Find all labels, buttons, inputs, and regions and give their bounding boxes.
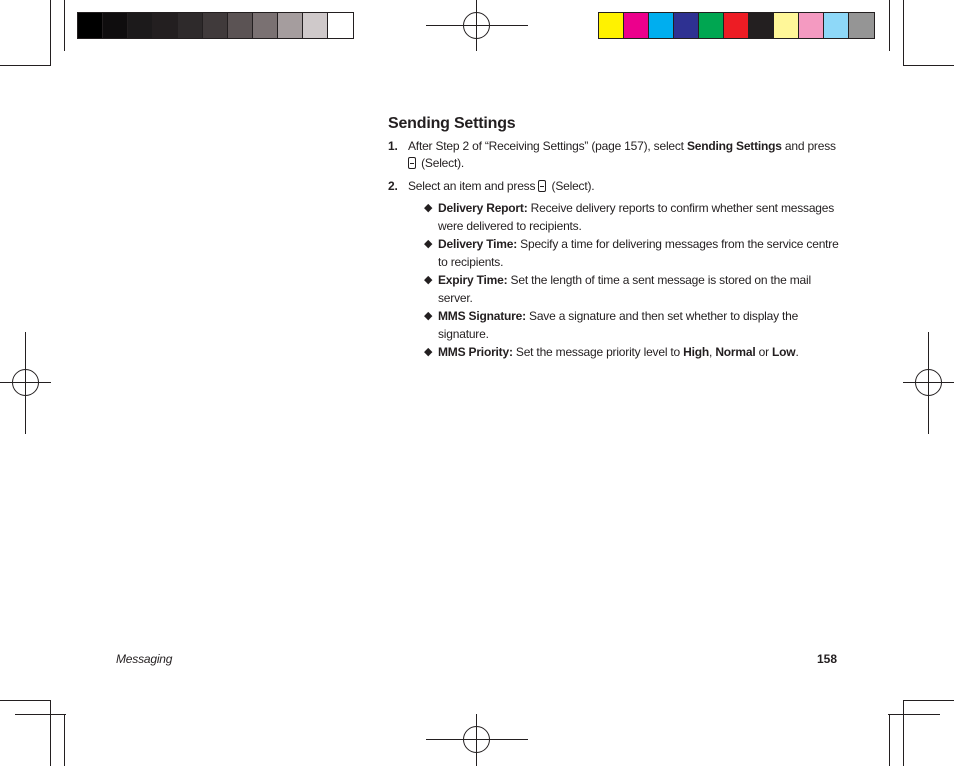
step-text: Select an item and press [408, 179, 539, 193]
step-2 [388, 178, 840, 361]
list-item [424, 307, 840, 343]
page-number: 158 [816, 652, 837, 666]
item-text: . [795, 345, 799, 359]
item-text: Specify a time for delivering messages from the service centre to recipients. [438, 237, 839, 269]
item-text: Receive delivery reports to confirm whether sent messages were delivered to recipients. [438, 201, 835, 233]
footer-section-name: Messaging [116, 652, 173, 666]
priority-option: High [683, 345, 710, 359]
item-text: or [755, 345, 773, 359]
item-term: Delivery Report: [438, 201, 528, 215]
step-text: (Select). [418, 156, 465, 170]
step-emphasis: Sending Settings [686, 139, 782, 153]
item-term: Delivery Time: [438, 237, 518, 251]
step-number: 2. [388, 179, 398, 193]
item-term: MMS Signature: [438, 309, 526, 323]
list-item [424, 199, 840, 235]
step-text: and press [781, 139, 836, 153]
list-item [424, 271, 840, 307]
diamond-bullet-icon: ◆ [424, 238, 433, 250]
step-1 [388, 138, 840, 172]
diamond-bullet-icon: ◆ [424, 274, 433, 286]
item-text: , [709, 345, 716, 359]
soft-key-icon [408, 157, 416, 169]
list-item [424, 235, 840, 271]
page-content [388, 115, 840, 367]
diamond-bullet-icon: ◆ [424, 310, 433, 322]
item-text: Set the message priority level to [512, 345, 684, 359]
item-text: Set the length of time a sent message is stored on the mail server. [438, 273, 811, 305]
item-term: MMS Priority: [438, 345, 513, 359]
step-text: (Select). [548, 179, 595, 193]
step-text: After Step 2 of “Receiving Settings” (page 157), select [408, 139, 687, 153]
item-text: Save a signature and then set whether to display the signature. [438, 309, 799, 341]
priority-option: Normal [715, 345, 756, 359]
priority-option: Low [772, 345, 796, 359]
section-title: Sending Settings [388, 115, 516, 132]
diamond-bullet-icon: ◆ [424, 202, 433, 214]
settings-list [408, 199, 840, 361]
step-number: 1. [388, 139, 398, 153]
item-term: Expiry Time: [438, 273, 508, 287]
diamond-bullet-icon: ◆ [424, 346, 433, 358]
list-item [424, 343, 840, 361]
soft-key-icon [538, 180, 546, 192]
